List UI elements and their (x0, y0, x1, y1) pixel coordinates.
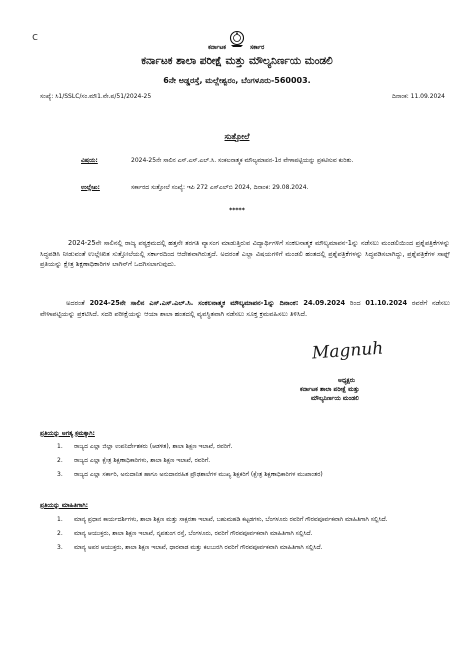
list-item: 2. ಮಾನ್ಯ ಆಯುಕ್ತರು, ಶಾಲಾ ಶಿಕ್ಷಣ ಇಲಾಖೆ, ನೃಪತುಂಗ ರಸ್ತೆ, ಬೆಂಗಳೂರು, ರವರಿಗೆ ಗೌರವಪೂರ್ವಕವಾಗಿ ಮಾಹಿತಿಗಾಗಿ ಸಲ್ಲಿಸಿದೆ. (57, 530, 313, 537)
list-item: 1. ಮಾನ್ಯ ಪ್ರಧಾನ ಕಾರ್ಯದರ್ಶಿಗಳು, ಶಾಲಾ ಶಿಕ್ಷಣ ಮತ್ತು ಸಾಕ್ಷರತಾ ಇಲಾಖೆ, ಬಹುಮಹಡಿ ಕಟ್ಟಡಗಳು, ಬೆಂಗಳೂರು ರವರಿಗೆ ಗೌರವಪೂರ್ವಕವಾಗಿ ಮಾಹಿತಿಗಾಗಿ ಸಲ್ಲಿಸಿದೆ. (57, 516, 388, 523)
action-copy-list (57, 443, 440, 479)
reference-number: ಸಂಖ್ಯೆ: ಸಿ1/SSLC/ಸಂ.ಮೌ1.ವೇ.ಪ/51/2024-25 (40, 93, 152, 100)
reference-text: ಸರ್ಕಾರದ ಸುತ್ತೋಲೆ ಸಂಖ್ಯೆ: ಇಪಿ 272 ಎಸ್‌ಎಲ್‌ಬಿ 2024, ದಿನಾಂಕ: 29.08.2024. (131, 184, 309, 191)
separator-stars: ***** (229, 207, 245, 214)
corner-mark: ᴄ (32, 30, 39, 43)
info-copy-list (57, 516, 440, 552)
circular-date: ದಿನಾಂಕ: 11.09.2024 (392, 93, 445, 100)
signatory-title: ಅಧ್ಯಕ್ಷರು (338, 377, 355, 384)
schedule-rest: ರವರೆಗೆ ನಡೆಸಲು ವೇಳಾಪಟ್ಟಿಯನ್ನು ಪ್ರಕಟಿಸಿದೆ. ಸದರಿ ಪರೀಕ್ಷೆಯನ್ನು ಆಯಾ ಶಾಲಾ ಹಂತದಲ್ಲಿ ವ್ಯವಸ್ಥಿತವಾಗಿ ನಡೆಸಲು ಸೂಕ್ತ ಕ್ರಮವಹಿಸಲು ತಿಳಿಸಿದೆ. (40, 299, 451, 318)
schedule-lead: ಅದರಂತೆ (66, 299, 90, 307)
list-item: 3. ಮಾನ್ಯ ಅಪರ ಆಯುಕ್ತರು, ಶಾಲಾ ಶಿಕ್ಷಣ ಇಲಾಖೆ, ಧಾರವಾಡ ಮತ್ತು ಕಲಬುರಗಿ ರವರಿಗೆ ಗೌರವಪೂರ್ವಕವಾಗಿ ಮಾಹಿತಿಗಾಗಿ ಸಲ್ಲಿಸಿದೆ. (57, 544, 323, 551)
board-address: 6ನೇ ಅಡ್ಡರಸ್ತೆ, ಮಲ್ಲೇಶ್ವರಂ, ಬೆಂಗಳೂರು-560003. (163, 76, 311, 85)
gov-label-right: ಸರ್ಕಾರ (250, 44, 265, 51)
schedule-mid: ರಿಂದ (345, 299, 366, 307)
paragraph-intro: 2024-25ನೇ ಸಾಲಿನಲ್ಲಿ ರಾಜ್ಯ ಪಠ್ಯಕ್ರಮದಲ್ಲಿ ಹತ್ತನೇ ತರಗತಿ ವ್ಯಾಸಂಗ ಮಾಡುತ್ತಿರುವ ವಿದ್ಯಾರ್ಥಿಗಳಿಗೆ ಸಂಕಲನಾತ್ಮಕ ಮೌಲ್ಯಮಾಪನ-1ನ್ನು ನಡೆಸಲು ಮಂಡಲಿಯಿಂದ ಪ್ರಶ್ನೆಪತ್ರಿಕೆಗಳನ್ನು ಸಿದ್ಧಪಡಿಸಿ ನೀಡುವಂತೆ ಉಲ್ಲೇಖಿತ ಸುತ್ತೋಲೆಯಲ್ಲಿ ಸರ್ಕಾರದಿಂದ ಆದೇಶವಾಗಿರುತ್ತದೆ. ಅದರಂತೆ ಎಲ್ಲಾ ವಿಷಯಗಳಿಗೆ ಮಂಡಲಿ ಹಂತದಲ್ಲಿ ಪ್ರಶ್ನೆಪತ್ರಿಕೆಗಳನ್ನು ಸಿದ್ಧಪಡಿಸಲಾಗಿದ್ದು, ಪ್ರಶ್ನೆಪತ್ರಿಕೆಗಳ ಸಾಫ್ಟ್ ಪ್ರತಿಯನ್ನು ಕ್ಷೇತ್ರ ಶಿಕ್ಷಣಾಧಿಕಾರಿಗಳ ಲಾಗಿನ್‌ಗೆ ಒದಗಿಸಲಾಗುವುದು. (40, 239, 450, 268)
paragraph-schedule (40, 298, 450, 319)
list-item: 1. ರಾಜ್ಯದ ಎಲ್ಲಾ ಜಿಲ್ಲಾ ಉಪನಿರ್ದೇಶಕರು (ಆಡಳಿತ), ಶಾಲಾ ಶಿಕ್ಷಣ ಇಲಾಖೆ, ರವರಿಗೆ. (57, 443, 233, 450)
action-copy-heading: ಪ್ರತಿಯನ್ನು ಅಗತ್ಯ ಕ್ರಮಕ್ಕಾಗಿ: (40, 430, 95, 437)
schedule-end-date: 01.10.2024 (365, 299, 408, 307)
state-emblem-icon (228, 30, 246, 48)
gov-label-left: ಕರ್ನಾಟಕ (208, 44, 226, 51)
schedule-exam-dates: 2024-25ನೇ ಸಾಲಿನ ಎಸ್.ಎಸ್.ಎಲ್.ಸಿ. ಸಂಕಲನಾತ್ಮಕ ಮೌಲ್ಯಮಾಪನ-1ನ್ನು ದಿನಾಂಕ: 24.09.2024 (89, 299, 346, 307)
signatory-org-line2: ಮೌಲ್ಯನಿರ್ಣಯ ಮಂಡಲಿ (311, 395, 359, 402)
list-item: 2. ರಾಜ್ಯದ ಎಲ್ಲಾ ಕ್ಷೇತ್ರ ಶಿಕ್ಷಣಾಧಿಕಾರಿಗಳು, ಶಾಲಾ ಶಿಕ್ಷಣ ಇಲಾಖೆ, ರವರಿಗೆ. (57, 457, 211, 464)
info-copy-heading: ಪ್ರತಿಯನ್ನು ಮಾಹಿತಿಗಾಗಿ: (40, 502, 89, 509)
list-item: 3. ರಾಜ್ಯದ ಎಲ್ಲಾ ಸರ್ಕಾರಿ, ಅನುದಾನಿತ ಹಾಗೂ ಅನುದಾನರಹಿತ ಪ್ರೌಢಶಾಲೆಗಳ ಮುಖ್ಯ ಶಿಕ್ಷಕರಿಗೆ (ಕ್ಷೇತ್ರ ಶಿಕ್ಷಣಾಧಿಕಾರಿಗಳ ಮುಖಾಂತರ) (57, 471, 323, 478)
circular-title: ಸುತ್ತೋಲೆ (224, 132, 250, 141)
signature-script: Magnuh (311, 338, 384, 364)
subject-text: 2024-25ನೇ ಸಾಲಿನ ಎಸ್.ಎಸ್.ಎಲ್.ಸಿ. ಸಂಕಲನಾತ್ಮಕ ಮೌಲ್ಯಮಾಪನ-1ರ ವೇಳಾಪಟ್ಟಿಯನ್ನು ಪ್ರಕಟಿಸುವ ಕುರಿತು. (131, 157, 354, 164)
reference-label: ಉಲ್ಲೇಖ: (81, 184, 100, 191)
board-name: ಕರ್ನಾಟಕ ಶಾಲಾ ಪರೀಕ್ಷೆ ಮತ್ತು ಮೌಲ್ಯನಿರ್ಣಯ ಮಂಡಲಿ (141, 55, 333, 67)
signatory-org-line1: ಕರ್ನಾಟಕ ಶಾಲಾ ಪರೀಕ್ಷೆ ಮತ್ತು (300, 386, 360, 393)
subject-label: ವಿಷಯ: (81, 157, 98, 164)
